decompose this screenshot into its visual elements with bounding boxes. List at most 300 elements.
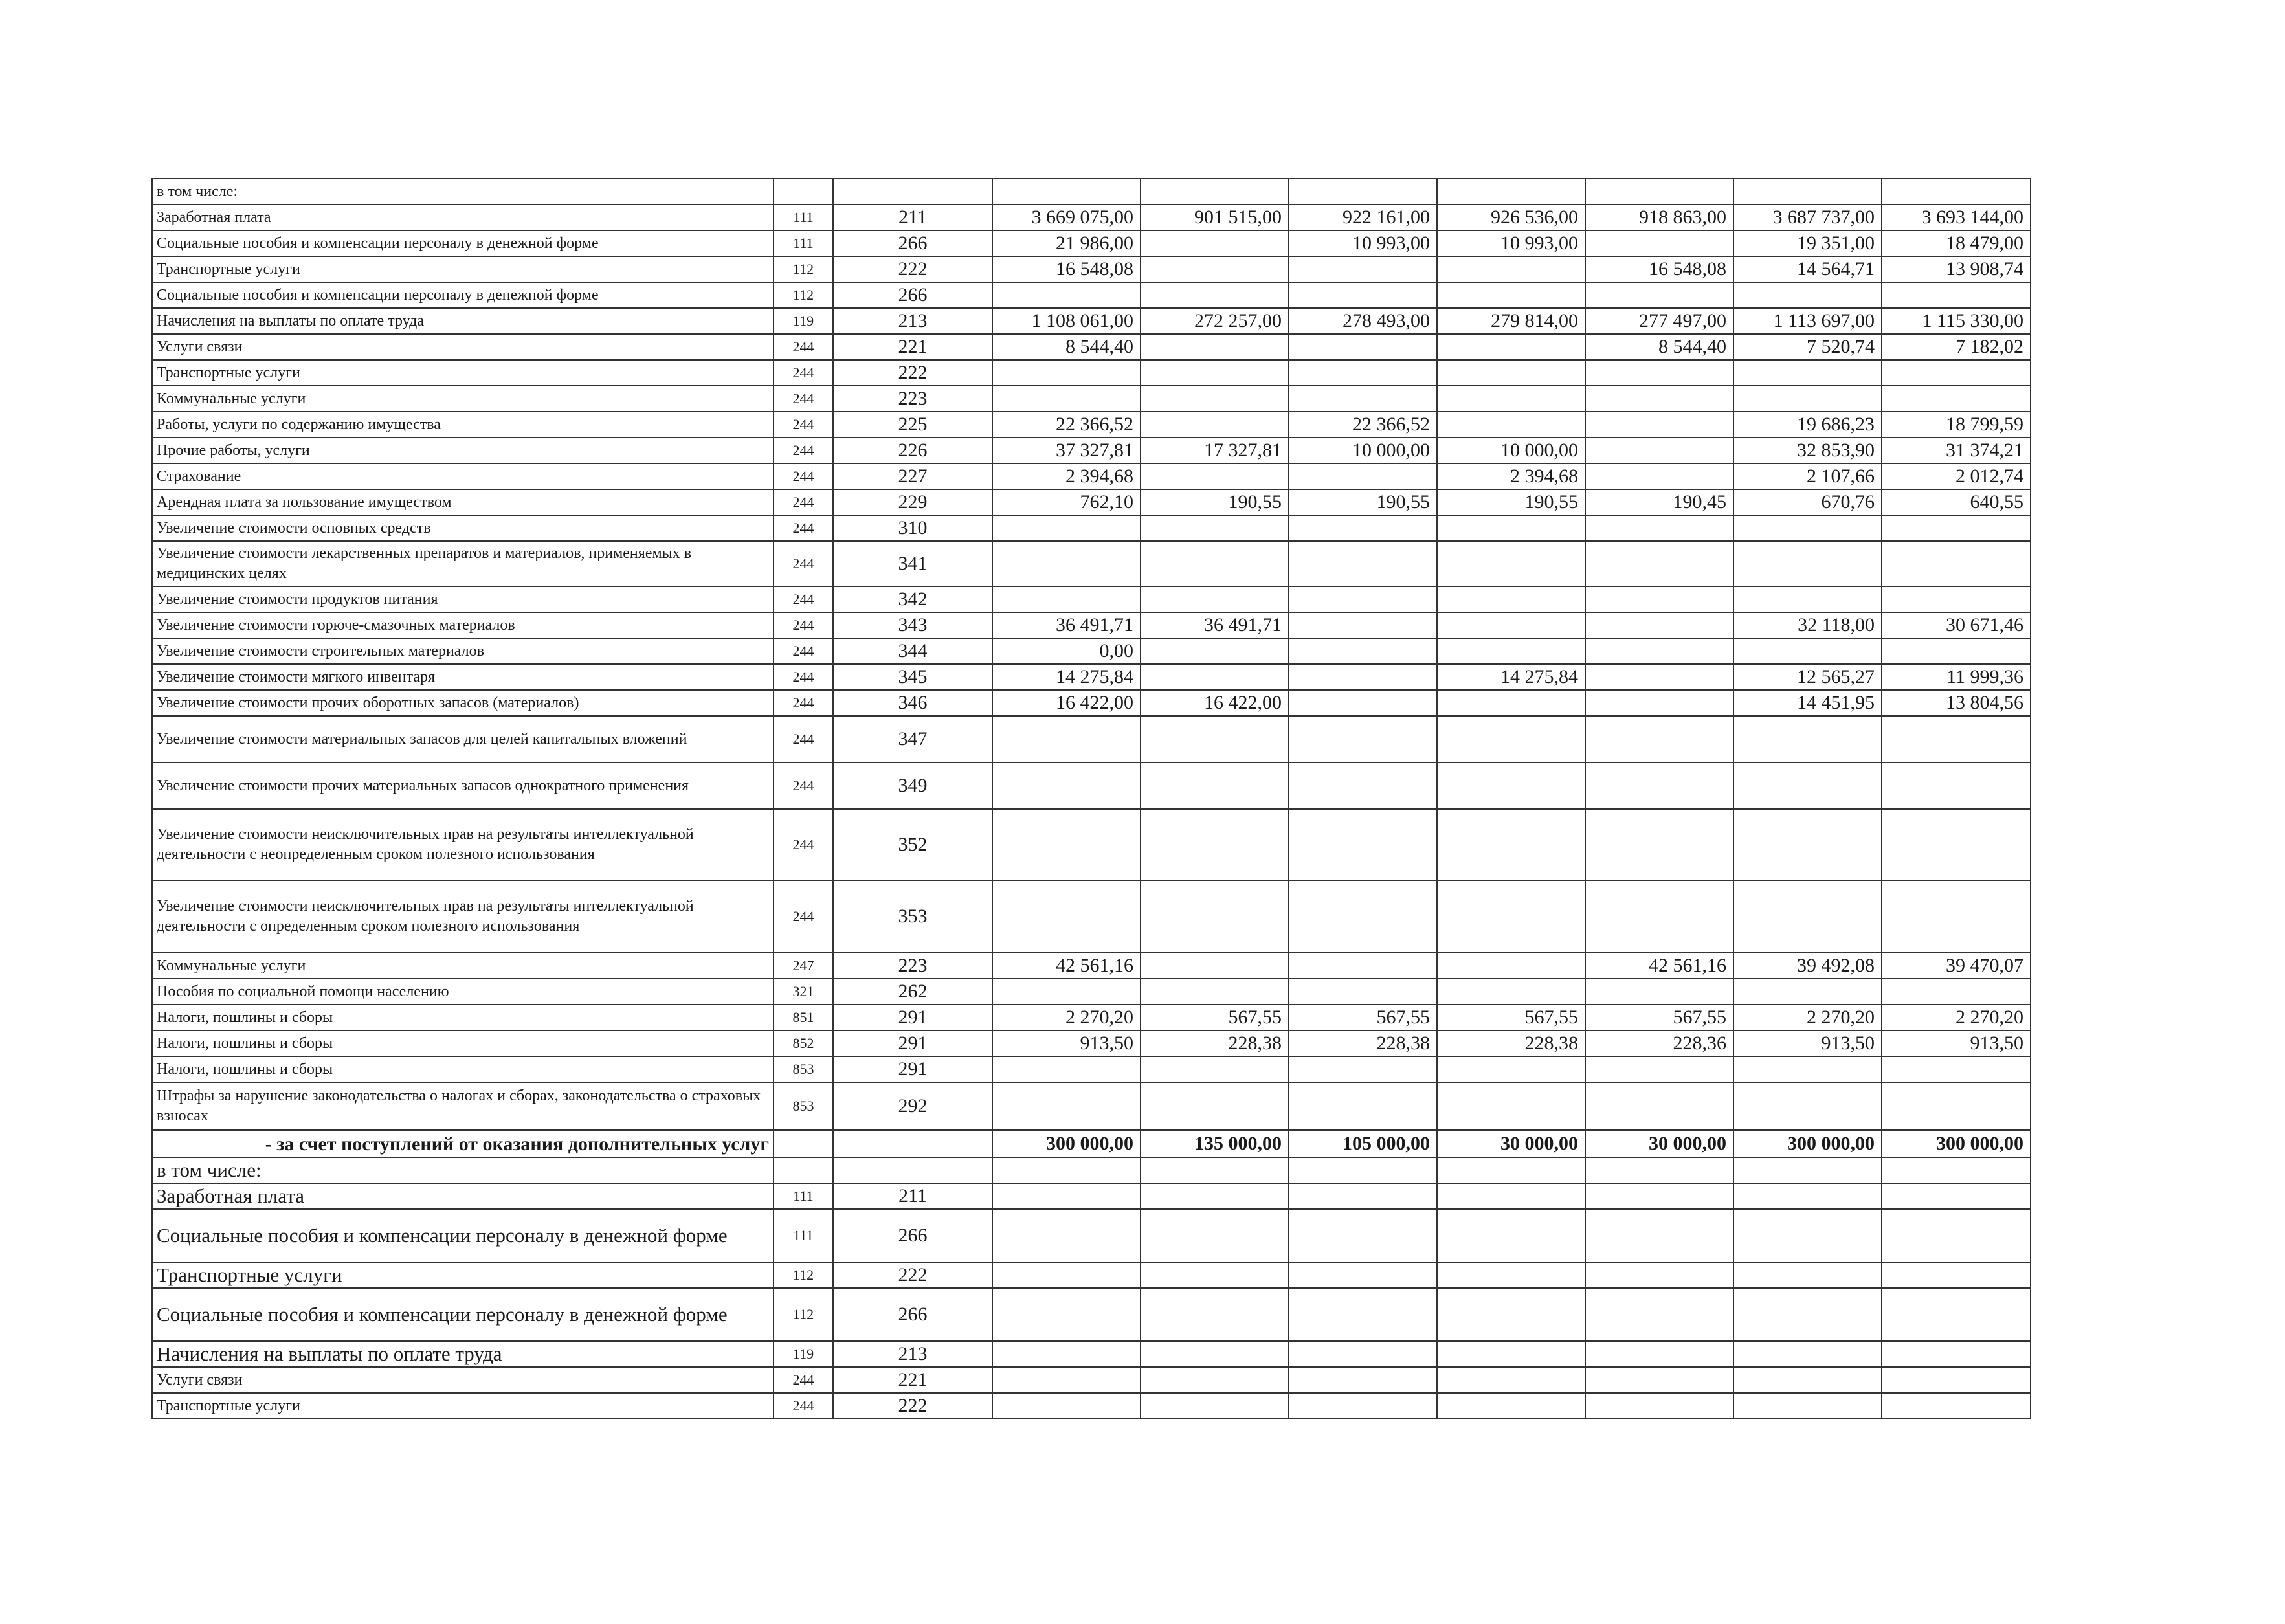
- row-amount-5: [1585, 612, 1733, 638]
- row-amount-6: [1733, 179, 1882, 205]
- row-amount-2: 36 491,71: [1141, 612, 1289, 638]
- row-kvr-code: 247: [774, 953, 833, 979]
- row-amount-4: [1437, 1288, 1585, 1341]
- row-amount-2: [1141, 541, 1289, 586]
- row-name: Увеличение стоимости неисключительных прав на результаты интеллектуальной деятельности с определенным сроком полезного использования: [152, 880, 774, 953]
- row-amount-7: [1882, 1367, 2031, 1393]
- row-kvr-code: 244: [774, 541, 833, 586]
- row-name: Социальные пособия и компенсации персоналу в денежной форме: [152, 1288, 774, 1341]
- row-amount-4: [1437, 541, 1585, 586]
- table-row: [152, 1130, 2031, 1157]
- row-amount-4: 190,55: [1437, 489, 1585, 515]
- row-amount-7: 18 799,59: [1882, 412, 2031, 438]
- row-amount-6: 12 565,27: [1733, 664, 1882, 690]
- row-amount-7: 1 115 330,00: [1882, 308, 2031, 334]
- row-kvr-code: 244: [774, 880, 833, 953]
- table-row: [152, 979, 2031, 1005]
- row-amount-4: [1437, 1157, 1585, 1183]
- row-amount-7: 13 804,56: [1882, 690, 2031, 716]
- row-kosgu-code: 344: [833, 638, 992, 664]
- row-amount-1: [992, 716, 1141, 762]
- row-kvr-code: 244: [774, 1393, 833, 1419]
- row-amount-6: 32 853,90: [1733, 438, 1882, 463]
- row-amount-4: [1437, 1209, 1585, 1262]
- table-row: [152, 541, 2031, 586]
- table-row: [152, 1341, 2031, 1367]
- row-amount-5: 16 548,08: [1585, 256, 1733, 282]
- row-amount-7: 18 479,00: [1882, 230, 2031, 256]
- row-amount-3: [1289, 1056, 1437, 1082]
- row-amount-3: [1289, 979, 1437, 1005]
- row-amount-4: 10 993,00: [1437, 230, 1585, 256]
- row-amount-7: [1882, 880, 2031, 953]
- row-amount-2: [1141, 586, 1289, 612]
- row-amount-3: 105 000,00: [1289, 1130, 1437, 1157]
- row-amount-7: 30 671,46: [1882, 612, 2031, 638]
- row-amount-1: 22 366,52: [992, 412, 1141, 438]
- row-amount-5: 42 561,16: [1585, 953, 1733, 979]
- row-amount-1: [992, 586, 1141, 612]
- row-amount-1: [992, 1082, 1141, 1130]
- row-kosgu-code: 266: [833, 282, 992, 308]
- row-name: Социальные пособия и компенсации персоналу в денежной форме: [152, 230, 774, 256]
- row-amount-3: [1289, 809, 1437, 880]
- row-amount-2: [1141, 1082, 1289, 1130]
- row-name: Транспортные услуги: [152, 1393, 774, 1419]
- row-amount-4: [1437, 1056, 1585, 1082]
- row-kvr-code: 244: [774, 809, 833, 880]
- row-kvr-code: [774, 179, 833, 205]
- row-amount-5: [1585, 809, 1733, 880]
- row-amount-1: 36 491,71: [992, 612, 1141, 638]
- row-kosgu-code: 347: [833, 716, 992, 762]
- table-row: [152, 1056, 2031, 1082]
- row-amount-7: 31 374,21: [1882, 438, 2031, 463]
- row-amount-3: 567,55: [1289, 1005, 1437, 1030]
- table-row: [152, 880, 2031, 953]
- row-kosgu-code: 226: [833, 438, 992, 463]
- table-row: [152, 612, 2031, 638]
- row-kosgu-code: 227: [833, 463, 992, 489]
- row-amount-3: [1289, 880, 1437, 953]
- row-name: Социальные пособия и компенсации персоналу в денежной форме: [152, 1209, 774, 1262]
- row-amount-7: 39 470,07: [1882, 953, 2031, 979]
- row-name: Увеличение стоимости неисключительных прав на результаты интеллектуальной деятельности с неопределенным сроком полезного использования: [152, 809, 774, 880]
- row-name: Налоги, пошлины и сборы: [152, 1005, 774, 1030]
- row-amount-7: [1882, 179, 2031, 205]
- row-amount-7: 13 908,74: [1882, 256, 2031, 282]
- row-amount-5: 8 544,40: [1585, 334, 1733, 360]
- row-kvr-code: 851: [774, 1005, 833, 1030]
- row-amount-5: [1585, 541, 1733, 586]
- table-row: [152, 1209, 2031, 1262]
- row-amount-2: [1141, 1288, 1289, 1341]
- row-kosgu-code: 213: [833, 308, 992, 334]
- row-kosgu-code: 345: [833, 664, 992, 690]
- table-row: [152, 664, 2031, 690]
- row-name: Увеличение стоимости прочих материальных запасов однократного применения: [152, 762, 774, 809]
- row-name: Увеличение стоимости прочих оборотных запасов (материалов): [152, 690, 774, 716]
- row-amount-7: 640,55: [1882, 489, 2031, 515]
- row-name: Штрафы за нарушение законодательства о налогах и сборах, законодательства о страховых взносах: [152, 1082, 774, 1130]
- row-name: Коммунальные услуги: [152, 953, 774, 979]
- row-amount-4: [1437, 690, 1585, 716]
- row-kosgu-code: 346: [833, 690, 992, 716]
- row-amount-2: 272 257,00: [1141, 308, 1289, 334]
- row-name: Начисления на выплаты по оплате труда: [152, 308, 774, 334]
- row-amount-1: [992, 979, 1141, 1005]
- row-name: Арендная плата за пользование имуществом: [152, 489, 774, 515]
- row-amount-2: 16 422,00: [1141, 690, 1289, 716]
- row-amount-1: 762,10: [992, 489, 1141, 515]
- row-amount-2: 901 515,00: [1141, 205, 1289, 230]
- row-amount-4: 2 394,68: [1437, 463, 1585, 489]
- row-amount-2: [1141, 1393, 1289, 1419]
- row-amount-7: [1882, 1288, 2031, 1341]
- row-amount-6: 1 113 697,00: [1733, 308, 1882, 334]
- row-amount-3: [1289, 282, 1437, 308]
- row-amount-3: [1289, 463, 1437, 489]
- row-amount-3: [1289, 1288, 1437, 1341]
- row-kvr-code: 244: [774, 612, 833, 638]
- row-amount-2: [1141, 360, 1289, 386]
- row-kosgu-code: 221: [833, 1367, 992, 1393]
- row-amount-1: 37 327,81: [992, 438, 1141, 463]
- table-row: [152, 1262, 2031, 1288]
- row-amount-3: [1289, 179, 1437, 205]
- table-row: [152, 256, 2031, 282]
- table-row: [152, 230, 2031, 256]
- row-amount-6: 300 000,00: [1733, 1130, 1882, 1157]
- row-kosgu-code: 221: [833, 334, 992, 360]
- row-amount-5: [1585, 1367, 1733, 1393]
- table-row: [152, 489, 2031, 515]
- row-amount-6: 14 564,71: [1733, 256, 1882, 282]
- row-amount-6: [1733, 638, 1882, 664]
- row-amount-3: 22 366,52: [1289, 412, 1437, 438]
- row-amount-1: [992, 1341, 1141, 1367]
- row-name: в том числе:: [152, 1157, 774, 1183]
- row-amount-6: 19 686,23: [1733, 412, 1882, 438]
- row-kosgu-code: 292: [833, 1082, 992, 1130]
- row-amount-6: 19 351,00: [1733, 230, 1882, 256]
- row-name: Транспортные услуги: [152, 256, 774, 282]
- table-row: [152, 463, 2031, 489]
- row-kosgu-code: 211: [833, 205, 992, 230]
- table-row: [152, 438, 2031, 463]
- row-amount-3: [1289, 386, 1437, 412]
- row-amount-2: [1141, 880, 1289, 953]
- row-amount-5: [1585, 1157, 1733, 1183]
- row-amount-1: [992, 282, 1141, 308]
- row-amount-6: 14 451,95: [1733, 690, 1882, 716]
- row-amount-6: [1733, 1082, 1882, 1130]
- row-amount-7: [1882, 586, 2031, 612]
- table-row: [152, 386, 2031, 412]
- row-amount-2: [1141, 1183, 1289, 1209]
- row-amount-5: [1585, 282, 1733, 308]
- table-row: [152, 1367, 2031, 1393]
- row-kvr-code: 119: [774, 308, 833, 334]
- row-amount-5: [1585, 762, 1733, 809]
- row-amount-7: [1882, 541, 2031, 586]
- row-amount-6: [1733, 515, 1882, 541]
- table-row: [152, 334, 2031, 360]
- row-amount-7: [1882, 1082, 2031, 1130]
- row-kvr-code: [774, 1157, 833, 1183]
- row-amount-2: [1141, 179, 1289, 205]
- row-amount-5: [1585, 690, 1733, 716]
- table-row: [152, 205, 2031, 230]
- row-amount-2: 135 000,00: [1141, 1130, 1289, 1157]
- row-amount-6: 32 118,00: [1733, 612, 1882, 638]
- row-amount-5: 190,45: [1585, 489, 1733, 515]
- row-name: Налоги, пошлины и сборы: [152, 1030, 774, 1056]
- row-amount-6: [1733, 386, 1882, 412]
- table-row: [152, 762, 2031, 809]
- row-kosgu-code: 262: [833, 979, 992, 1005]
- row-amount-2: [1141, 1056, 1289, 1082]
- row-amount-4: [1437, 612, 1585, 638]
- row-amount-2: [1141, 979, 1289, 1005]
- table-row: [152, 809, 2031, 880]
- row-kosgu-code: 291: [833, 1005, 992, 1030]
- row-amount-6: 913,50: [1733, 1030, 1882, 1056]
- row-amount-2: [1141, 386, 1289, 412]
- row-kvr-code: 853: [774, 1082, 833, 1130]
- row-amount-3: [1289, 690, 1437, 716]
- row-kosgu-code: 341: [833, 541, 992, 586]
- row-amount-5: [1585, 979, 1733, 1005]
- table-row: [152, 308, 2031, 334]
- row-amount-5: [1585, 463, 1733, 489]
- row-amount-4: 279 814,00: [1437, 308, 1585, 334]
- row-amount-3: [1289, 1367, 1437, 1393]
- row-amount-5: [1585, 1393, 1733, 1419]
- row-name: Заработная плата: [152, 205, 774, 230]
- row-amount-4: [1437, 179, 1585, 205]
- table-row: [152, 638, 2031, 664]
- row-amount-3: 190,55: [1289, 489, 1437, 515]
- table-row: [152, 1157, 2031, 1183]
- row-amount-6: [1733, 1367, 1882, 1393]
- row-name: Увеличение стоимости мягкого инвентаря: [152, 664, 774, 690]
- row-amount-5: 918 863,00: [1585, 205, 1733, 230]
- row-amount-7: [1882, 386, 2031, 412]
- row-amount-4: [1437, 412, 1585, 438]
- row-amount-2: [1141, 1341, 1289, 1367]
- row-amount-7: 913,50: [1882, 1030, 2031, 1056]
- row-kvr-code: 244: [774, 463, 833, 489]
- row-amount-4: 10 000,00: [1437, 438, 1585, 463]
- row-amount-1: [992, 386, 1141, 412]
- row-amount-7: [1882, 1056, 2031, 1082]
- row-amount-5: [1585, 386, 1733, 412]
- row-kosgu-code: [833, 1130, 992, 1157]
- row-kvr-code: 112: [774, 1288, 833, 1341]
- row-name: в том числе:: [152, 179, 774, 205]
- row-amount-2: 17 327,81: [1141, 438, 1289, 463]
- row-name: Увеличение стоимости материальных запасов для целей капитальных вложений: [152, 716, 774, 762]
- table-body: [152, 179, 2031, 1419]
- row-kosgu-code: 342: [833, 586, 992, 612]
- row-amount-1: [992, 179, 1141, 205]
- row-name: Транспортные услуги: [152, 1262, 774, 1288]
- row-amount-4: [1437, 256, 1585, 282]
- row-amount-4: [1437, 880, 1585, 953]
- row-amount-2: [1141, 716, 1289, 762]
- row-amount-4: [1437, 979, 1585, 1005]
- table-row: [152, 716, 2031, 762]
- row-amount-1: [992, 1393, 1141, 1419]
- row-amount-2: [1141, 282, 1289, 308]
- row-amount-5: [1585, 1288, 1733, 1341]
- row-name: Налоги, пошлины и сборы: [152, 1056, 774, 1082]
- row-amount-3: [1289, 256, 1437, 282]
- row-amount-7: [1882, 1341, 2031, 1367]
- row-amount-5: [1585, 515, 1733, 541]
- row-amount-2: [1141, 515, 1289, 541]
- table-row: [152, 1005, 2031, 1030]
- row-amount-3: [1289, 762, 1437, 809]
- row-amount-5: 567,55: [1585, 1005, 1733, 1030]
- row-amount-1: 14 275,84: [992, 664, 1141, 690]
- budget-table: [151, 178, 2031, 1419]
- row-amount-3: 10 993,00: [1289, 230, 1437, 256]
- row-amount-4: [1437, 515, 1585, 541]
- row-amount-2: [1141, 1209, 1289, 1262]
- table-row: [152, 282, 2031, 308]
- row-kvr-code: 119: [774, 1341, 833, 1367]
- row-amount-6: [1733, 1183, 1882, 1209]
- row-kosgu-code: 222: [833, 1393, 992, 1419]
- table-row: [152, 1393, 2031, 1419]
- row-amount-6: [1733, 979, 1882, 1005]
- row-kosgu-code: 266: [833, 1288, 992, 1341]
- row-kvr-code: 244: [774, 438, 833, 463]
- row-amount-7: 7 182,02: [1882, 334, 2031, 360]
- table-row: [152, 179, 2031, 205]
- row-amount-6: [1733, 762, 1882, 809]
- table-row: [152, 690, 2031, 716]
- row-amount-7: 11 999,36: [1882, 664, 2031, 690]
- row-amount-1: [992, 1288, 1141, 1341]
- row-amount-5: [1585, 1341, 1733, 1367]
- row-kvr-code: 244: [774, 386, 833, 412]
- row-kvr-code: 112: [774, 282, 833, 308]
- row-amount-3: [1289, 638, 1437, 664]
- row-amount-5: [1585, 586, 1733, 612]
- row-amount-1: [992, 1183, 1141, 1209]
- row-amount-7: 3 693 144,00: [1882, 205, 2031, 230]
- row-kvr-code: 853: [774, 1056, 833, 1082]
- row-amount-7: [1882, 809, 2031, 880]
- row-amount-2: 190,55: [1141, 489, 1289, 515]
- row-amount-4: [1437, 1341, 1585, 1367]
- table-row: [152, 1288, 2031, 1341]
- row-amount-4: [1437, 1183, 1585, 1209]
- row-kvr-code: 321: [774, 979, 833, 1005]
- row-amount-3: [1289, 612, 1437, 638]
- row-amount-2: [1141, 1157, 1289, 1183]
- row-kosgu-code: 352: [833, 809, 992, 880]
- row-kosgu-code: 225: [833, 412, 992, 438]
- row-amount-2: [1141, 230, 1289, 256]
- row-amount-4: 14 275,84: [1437, 664, 1585, 690]
- row-name: Транспортные услуги: [152, 360, 774, 386]
- row-amount-4: [1437, 716, 1585, 762]
- row-amount-1: [992, 1056, 1141, 1082]
- row-amount-7: [1882, 1157, 2031, 1183]
- row-amount-3: [1289, 1341, 1437, 1367]
- row-amount-1: [992, 360, 1141, 386]
- row-kosgu-code: 211: [833, 1183, 992, 1209]
- budget-table-sheet: [151, 178, 2030, 1419]
- row-amount-5: [1585, 664, 1733, 690]
- row-name: Социальные пособия и компенсации персоналу в денежной форме: [152, 282, 774, 308]
- row-name: Коммунальные услуги: [152, 386, 774, 412]
- row-kvr-code: [774, 1130, 833, 1157]
- row-amount-4: [1437, 586, 1585, 612]
- row-kvr-code: 244: [774, 1367, 833, 1393]
- row-amount-7: 300 000,00: [1882, 1130, 2031, 1157]
- row-amount-7: 2 270,20: [1882, 1005, 2031, 1030]
- row-amount-4: [1437, 762, 1585, 809]
- row-amount-1: [992, 1209, 1141, 1262]
- row-amount-5: [1585, 412, 1733, 438]
- row-amount-7: [1882, 1183, 2031, 1209]
- row-kosgu-code: 349: [833, 762, 992, 809]
- row-amount-3: [1289, 1209, 1437, 1262]
- row-amount-1: 21 986,00: [992, 230, 1141, 256]
- row-amount-4: [1437, 809, 1585, 880]
- row-amount-5: [1585, 880, 1733, 953]
- row-amount-2: [1141, 953, 1289, 979]
- row-amount-4: [1437, 953, 1585, 979]
- row-amount-7: [1882, 1209, 2031, 1262]
- row-amount-4: [1437, 282, 1585, 308]
- row-amount-3: [1289, 515, 1437, 541]
- table-row: [152, 360, 2031, 386]
- row-amount-7: [1882, 1262, 2031, 1288]
- row-amount-3: 278 493,00: [1289, 308, 1437, 334]
- row-amount-5: [1585, 1082, 1733, 1130]
- row-amount-4: [1437, 1082, 1585, 1130]
- row-amount-1: [992, 762, 1141, 809]
- row-amount-3: [1289, 541, 1437, 586]
- row-kvr-code: 244: [774, 412, 833, 438]
- row-amount-6: 2 107,66: [1733, 463, 1882, 489]
- row-amount-7: 2 012,74: [1882, 463, 2031, 489]
- row-amount-5: [1585, 1056, 1733, 1082]
- row-kvr-code: 112: [774, 256, 833, 282]
- table-row: [152, 586, 2031, 612]
- row-amount-7: [1882, 282, 2031, 308]
- row-amount-5: [1585, 1262, 1733, 1288]
- row-amount-3: [1289, 1262, 1437, 1288]
- row-amount-3: [1289, 334, 1437, 360]
- row-amount-1: 0,00: [992, 638, 1141, 664]
- row-kvr-code: 244: [774, 515, 833, 541]
- row-name: Увеличение стоимости строительных материалов: [152, 638, 774, 664]
- row-amount-3: [1289, 1183, 1437, 1209]
- row-kvr-code: 112: [774, 1262, 833, 1288]
- row-amount-6: 39 492,08: [1733, 953, 1882, 979]
- row-kvr-code: 244: [774, 360, 833, 386]
- row-amount-1: 1 108 061,00: [992, 308, 1141, 334]
- row-amount-1: [992, 880, 1141, 953]
- row-name: Прочие работы, услуги: [152, 438, 774, 463]
